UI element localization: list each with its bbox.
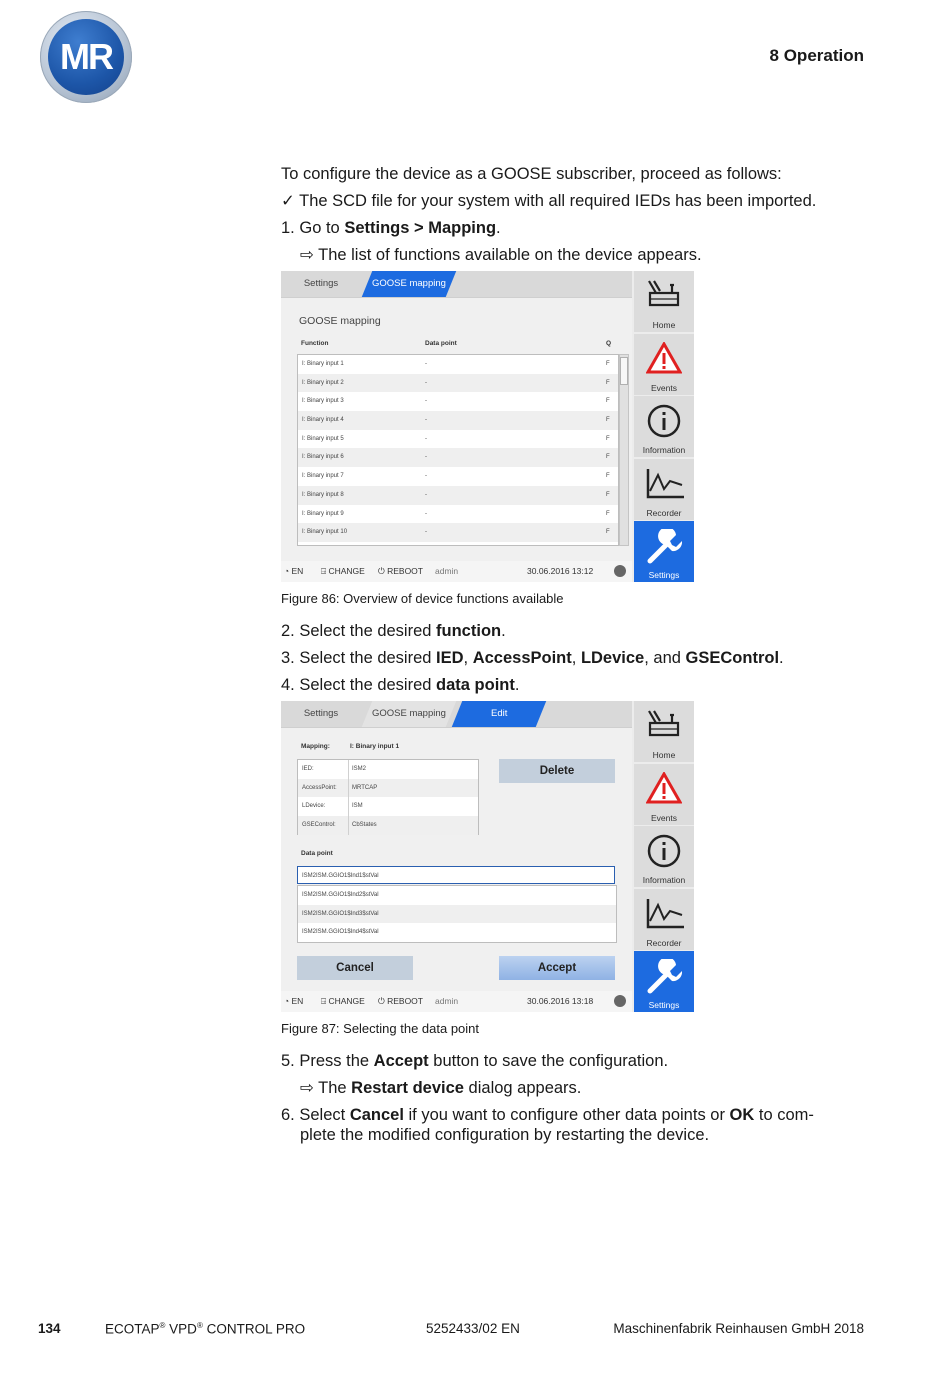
function-cell: I: Binary input 3 xyxy=(302,398,344,405)
table-row[interactable] xyxy=(298,448,618,467)
function-cell: I: Binary input 4 xyxy=(302,417,344,424)
change-button[interactable]: ⍈ CHANGE xyxy=(321,996,365,1006)
menu-item-home[interactable] xyxy=(634,701,694,762)
prerequisite xyxy=(281,191,816,211)
q-cell: F xyxy=(606,398,610,405)
field-row[interactable] xyxy=(298,760,478,779)
q-cell: F xyxy=(606,510,610,517)
accept-button[interactable]: Accept xyxy=(499,956,615,980)
q-cell: F xyxy=(606,473,610,480)
arrow-right-icon: ⇨ xyxy=(300,1079,314,1097)
data-point-option[interactable] xyxy=(298,923,616,942)
page-number: 134 xyxy=(38,1321,61,1336)
function-cell: I: Binary input 1 xyxy=(302,361,344,367)
menu-item-home[interactable] xyxy=(634,271,694,332)
data-point-list xyxy=(297,885,617,943)
menu-item-label: Information xyxy=(642,445,686,455)
data-point-selected[interactable]: ISM2ISM.GGIO1$Ind1$stVal xyxy=(297,866,615,884)
figure-86-caption: Figure 86: Overview of device functions available xyxy=(281,591,564,606)
function-cell: I: Binary input 5 xyxy=(302,435,344,442)
main-menu xyxy=(634,701,694,1012)
menu-item-events[interactable] xyxy=(634,764,694,825)
data-point-label: Data point xyxy=(301,850,333,857)
language-button[interactable]: ◔ EN xyxy=(284,566,304,576)
menu-item-label: Settings xyxy=(648,570,680,580)
data-point-cell: - xyxy=(425,398,427,405)
figure-86-screenshot xyxy=(281,271,694,582)
option-label: ISM2ISM.GGIO1$Ind3$stVal xyxy=(302,910,379,917)
figure-87-caption: Figure 87: Selecting the data point xyxy=(281,1021,480,1036)
step-bold: Settings > Mapping xyxy=(344,219,497,237)
table-row[interactable] xyxy=(298,523,618,542)
table-row[interactable] xyxy=(298,374,618,393)
column-header-data-point: Data point xyxy=(425,340,457,347)
main-menu xyxy=(634,271,694,582)
table-row[interactable] xyxy=(298,486,618,505)
data-point-option[interactable] xyxy=(298,905,616,924)
mapping-fields xyxy=(297,759,479,835)
data-point-cell: - xyxy=(425,510,427,517)
menu-item-recorder[interactable] xyxy=(634,459,694,520)
delete-button[interactable]: Delete xyxy=(499,759,615,783)
reboot-button[interactable]: ⏻ REBOOT xyxy=(378,566,423,576)
step-4: 4. Select the desired data point. xyxy=(281,676,520,694)
field-value: CbStates xyxy=(348,816,478,835)
document-number: 5252433/02 EN xyxy=(426,1321,520,1336)
table-row[interactable] xyxy=(298,411,618,430)
data-point-cell: - xyxy=(425,491,427,498)
menu-item-label: Settings xyxy=(648,1000,680,1010)
q-cell: F xyxy=(606,529,610,536)
step-1 xyxy=(281,218,501,238)
table-row[interactable] xyxy=(298,355,618,374)
edit-panel xyxy=(281,727,632,992)
step-text: . xyxy=(496,219,501,237)
field-row[interactable] xyxy=(298,797,478,816)
menu-item-label: Events xyxy=(651,812,677,823)
field-row[interactable] xyxy=(298,779,478,798)
function-cell: I: Binary input 9 xyxy=(302,510,344,517)
menu-item-label: Recorder xyxy=(646,507,682,518)
q-cell: F xyxy=(606,435,610,442)
status-bar xyxy=(281,991,632,1012)
scrollbar-thumb[interactable] xyxy=(620,357,628,385)
data-point-cell: - xyxy=(425,417,427,424)
reboot-button[interactable]: ⏻ REBOOT xyxy=(378,996,423,1006)
tab-goose-mapping[interactable]: GOOSE mapping xyxy=(362,701,457,727)
result-text: The list of functions available on the device appears. xyxy=(318,246,702,264)
mr-logo xyxy=(40,11,132,103)
field-label: IED: xyxy=(302,766,314,772)
menu-item-label: Home xyxy=(652,320,676,330)
option-label: ISM2ISM.GGIO1$Ind2$stVal xyxy=(302,892,379,898)
logo-text: MR xyxy=(60,36,112,77)
arrow-right-icon: ⇨ xyxy=(300,246,314,264)
goose-mapping-panel xyxy=(281,297,632,562)
menu-item-information[interactable] xyxy=(634,826,694,887)
breadcrumb xyxy=(281,271,632,297)
step-6-continued: plete the modified configuration by restarting the device. xyxy=(300,1126,710,1144)
table-row[interactable] xyxy=(298,430,618,449)
tab-edit[interactable]: Edit xyxy=(452,701,547,727)
product-name: ECOTAP® VPD® CONTROL PRO xyxy=(105,1321,306,1337)
figure-87-screenshot xyxy=(281,701,694,1012)
function-cell: I: Binary input 10 xyxy=(302,529,348,536)
column-header-q: Q xyxy=(606,340,612,347)
mapping-label: Mapping: xyxy=(301,743,330,750)
mapping-value: I: Binary input 1 xyxy=(350,743,400,750)
data-point-cell: - xyxy=(425,361,427,367)
menu-item-label: Home xyxy=(652,750,676,760)
mr-small-logo xyxy=(614,565,626,577)
menu-item-label: Recorder xyxy=(646,937,682,948)
menu-item-label: Events xyxy=(651,382,677,393)
data-point-cell: - xyxy=(425,379,427,386)
step-number: 1. xyxy=(281,219,295,237)
step-3: 3. Select the desired IED, AccessPoint, LDevice, and GSEControl. xyxy=(281,649,784,667)
datetime: 30.06.2016 13:18 xyxy=(527,996,594,1006)
function-cell: I: Binary input 6 xyxy=(302,454,344,461)
table-row[interactable] xyxy=(298,467,618,486)
column-header-function: Function xyxy=(301,340,329,347)
data-point-cell: - xyxy=(425,529,427,536)
field-label: LDevice: xyxy=(302,803,326,810)
step-6: 6. Select Cancel if you want to configure other data points or OK to com- xyxy=(281,1106,814,1124)
change-button[interactable]: ⍈ CHANGE xyxy=(321,566,365,576)
menu-item-information[interactable] xyxy=(634,396,694,457)
check-icon: ✓ xyxy=(281,192,295,210)
breadcrumb xyxy=(281,701,632,727)
data-point-cell: - xyxy=(425,473,427,480)
step-2: 2. Select the desired function. xyxy=(281,622,506,640)
chapter-title: 8 Operation xyxy=(769,46,864,65)
function-table xyxy=(297,354,619,546)
q-cell: F xyxy=(606,417,610,424)
field-value: MRTCAP xyxy=(348,779,478,798)
status-bar xyxy=(281,561,632,582)
tab-settings[interactable]: Settings xyxy=(303,278,339,289)
field-label: AccessPoint: xyxy=(302,784,337,791)
q-cell: F xyxy=(606,379,610,386)
data-point-option[interactable] xyxy=(298,886,616,905)
datetime: 30.06.2016 13:12 xyxy=(527,566,594,576)
menu-item-settings[interactable] xyxy=(634,521,694,582)
table-row[interactable] xyxy=(298,392,618,411)
function-cell: I: Binary input 8 xyxy=(302,491,344,498)
step-text: Go to xyxy=(299,219,345,237)
data-point-cell: - xyxy=(425,435,427,442)
scrollbar[interactable] xyxy=(619,354,629,546)
prerequisite-text: The SCD file for your system with all required IEDs has been imported. xyxy=(299,192,817,210)
field-row[interactable] xyxy=(298,816,478,835)
company-name: Maschinenfabrik Reinhausen GmbH 2018 xyxy=(613,1321,864,1336)
tab-settings[interactable]: Settings xyxy=(303,708,339,719)
mr-small-logo xyxy=(614,995,626,1007)
menu-item-events[interactable] xyxy=(634,334,694,395)
user-name: admin xyxy=(435,566,459,576)
table-row[interactable] xyxy=(298,505,618,524)
q-cell: F xyxy=(606,361,610,367)
user-name: admin xyxy=(435,996,459,1006)
result-5: ⇨ The Restart device dialog appears. xyxy=(300,1079,582,1097)
option-label: ISM2ISM.GGIO1$Ind4$stVal xyxy=(302,929,379,936)
function-cell: I: Binary input 7 xyxy=(302,473,344,480)
cancel-button[interactable]: Cancel xyxy=(297,956,413,980)
menu-item-settings[interactable] xyxy=(634,951,694,1012)
q-cell: F xyxy=(606,491,610,498)
menu-item-recorder[interactable] xyxy=(634,889,694,950)
intro-text: To configure the device as a GOOSE subscriber, proceed as follows: xyxy=(281,165,782,183)
tab-goose-mapping[interactable]: GOOSE mapping xyxy=(362,271,457,297)
language-button[interactable]: ◔ EN xyxy=(284,996,304,1006)
field-value: ISM2 xyxy=(348,760,478,779)
field-value: ISM xyxy=(348,797,478,816)
data-point-cell: - xyxy=(425,454,427,461)
panel-title: GOOSE mapping xyxy=(299,315,381,327)
field-label: GSEControl: xyxy=(302,822,336,829)
result-1 xyxy=(300,245,702,265)
step-5: 5. Press the Accept button to save the configuration. xyxy=(281,1052,669,1070)
menu-item-label: Information xyxy=(642,875,686,885)
q-cell: F xyxy=(606,454,610,461)
function-cell: I: Binary input 2 xyxy=(302,379,344,386)
